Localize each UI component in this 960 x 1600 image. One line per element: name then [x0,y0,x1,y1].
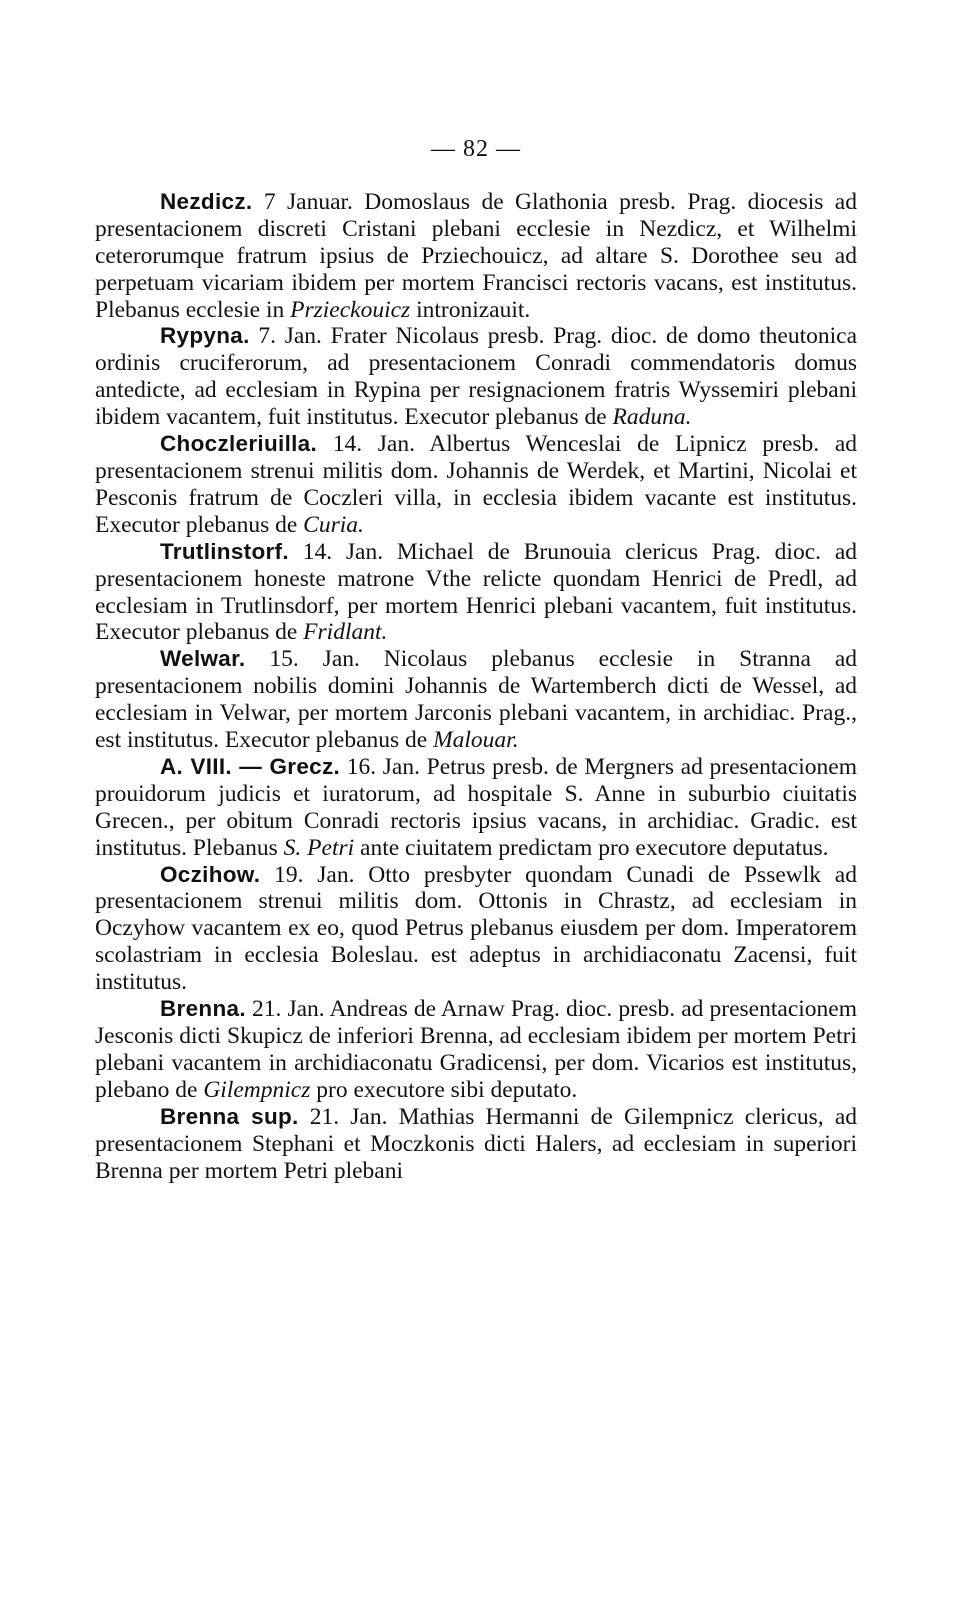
entry-italic-place: Raduna. [612,404,692,431]
entry-italic-place: S. Petri [283,834,355,861]
entry-text-end: intronizauit. [410,296,531,323]
entry-text: 21. Jan. Andreas de Arnaw Prag. dioc. presb. ad presentacionem Jesconis dicti Skupicz de inferiori Brenna, ad ecclesiam ibidem per mortem Petri plebani vacantem in archidiaconatu Gradicensi, per dom. Vicarios est institutus, plebano de [95,996,857,1103]
entry-text: 16. Jan. Petrus presb. de Mergners ad presentacionem prouidorum judicis et iuratorum, ad hospitale S. Anne in suburbio ciuitatis Grecen., per obitum Conradi rectoris ipsius vacans, in archidiac. Gradic. est institutus. Plebanus [95,753,857,861]
entry-text: 14. Jan. Michael de Brunouia clericus Prag. dioc. ad presentacionem honeste matrone Vthe relicte quondam Henrici de Predl, ad ecclesiam in Trutlinsdorf, per mortem Henrici plebani vacantem, fuit institutus. Executor plebanus de [95,538,857,646]
book-page [95,136,857,1184]
entry-text-end: ante ciuitatem predictam pro executore deputatus. [354,834,829,861]
entry-text: 7 Januar. Domoslaus de Glathonia presb. Prag. diocesis ad presentacionem discreti Cristani plebani ecclesie in Nezdicz, et Wilhelmi ceterorumque fratrum ipsius de Prziechouicz, ad altare S. Dorothee seu ad perpetuam vicariam ibidem per mortem Francisci rectoris vacans, est institutus. Plebanus ecclesie in [95,188,857,323]
entry-grecz [95,754,857,862]
entry-choczleriuilla [95,431,857,539]
entry-text: 15. Jan. Nicolaus plebanus ecclesie in Stranna ad presentacionem nobilis domini Johannis de Wartemberch dicti de Wessel, ad ecclesiam in Velwar, per mortem Jarconis plebani vacantem, in archidiac. Prag., est institutus. Executor plebanus de [95,646,857,754]
entry-text: 7. Jan. Frater Nicolaus presb. Prag. dioc. de domo theutonica ordinis cruciferorum, ad presentacionem Conradi commendatoris domus antedicte, ad ecclesiam in Rypina per resignacionem fratris Wyssemiri plebani ibidem vacantem, fuit institutus. Executor plebanus de [95,323,857,431]
entry-oczihow [95,862,857,997]
entry-brenna-sup [95,1104,857,1185]
entry-italic-place: Curia. [303,511,364,538]
entry-heading: Trutlinstorf. [160,538,289,564]
entry-heading: Welwar. [160,646,246,672]
entry-text: 21. Jan. Mathias Hermanni de Gilempnicz clericus, ad presentacionem Stephani et Moczkonis dicti Halers, ad ecclesiam in superiori Brenna per mortem Petri plebani [95,1103,858,1184]
entry-italic-place: Fridlant. [303,619,388,646]
entry-heading: Rypyna. [160,323,250,349]
entry-heading: Oczihow. [160,861,261,887]
entry-nezdicz [95,189,857,324]
entry-rypyna [95,323,857,431]
entry-italic-place: Gilempnicz [203,1076,311,1103]
entry-welwar [95,646,857,754]
entry-heading: Nezdicz. [160,188,253,214]
entry-text-end: pro executore sibi deputato. [310,1076,578,1103]
entry-text: 14. Jan. Albertus Wenceslai de Lipnicz presb. ad presentacionem strenui militis dom. Johannis de Werdek, et Martini, Nicolai et Pesconis fratrum de Coczleri villa, in ecclesia ibidem vacante est institutus. Executor plebanus de [95,431,857,538]
entry-heading: Brenna sup. [160,1103,299,1129]
entry-heading: Brenna. [160,996,246,1022]
entry-brenna [95,996,857,1104]
entry-heading: A. VIII. — Grecz. [160,753,341,779]
entry-italic-place: Malouar. [433,727,519,754]
entry-heading: Choczleriuilla. [160,431,318,457]
page-number: — 82 — [431,136,521,162]
entry-text: 19. Jan. Otto presbyter quondam Cunadi de Pssewlk ad presentacionem strenui militis dom. Ottonis in Chrastz, ad ecclesiam in Oczyhow vacantem ex eo, quod Petrus plebanus eiusdem per dom. Imperatorem scolastriam in ecclesia Boleslau. est adeptus in archidiaconatu Zacensi, fuit institutus. [95,861,857,996]
entry-italic-place: Przieckouicz [290,296,411,323]
entry-trutlinstorf [95,539,857,647]
